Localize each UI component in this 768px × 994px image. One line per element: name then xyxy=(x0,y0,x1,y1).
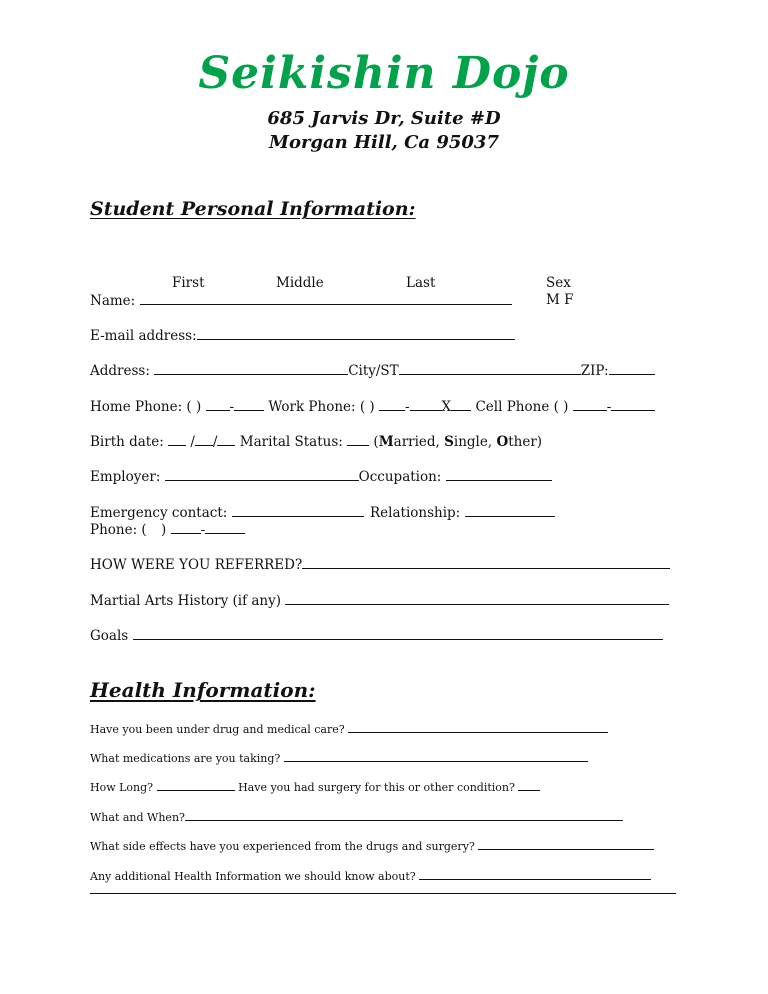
additional-info-field[interactable] xyxy=(419,869,651,880)
address-field[interactable] xyxy=(154,362,348,375)
medications-question: What medications are you taking? xyxy=(90,752,281,765)
work-phone-label: Work Phone: ( ) xyxy=(268,399,375,415)
birth-month-field[interactable] xyxy=(168,433,186,446)
sex-options: M F xyxy=(546,292,574,308)
emergency-phone-row xyxy=(90,521,245,538)
personal-info-heading: Student Personal Information: xyxy=(90,198,416,220)
work-phone-dash: - xyxy=(404,399,410,415)
surgery-field[interactable] xyxy=(518,780,540,791)
email-label: E-mail address: xyxy=(90,328,197,344)
additional-info-line[interactable] xyxy=(90,893,676,894)
marital-options: (Married, Single, Other) xyxy=(373,434,543,450)
how-long-row xyxy=(90,780,540,794)
goals-row xyxy=(90,627,663,644)
drug-care-question: Have you been under drug and medical care? xyxy=(90,723,345,736)
home-phone-prefix-field[interactable] xyxy=(206,398,230,411)
birth-slash-1: / xyxy=(190,434,195,450)
side-effects-field[interactable] xyxy=(478,839,654,850)
goals-label: Goals xyxy=(90,628,129,644)
emergency-phone-label: Phone: ( xyxy=(90,522,147,538)
name-row xyxy=(90,292,512,309)
name-col-last: Last xyxy=(406,275,436,291)
email-row xyxy=(90,327,515,344)
side-effects-row xyxy=(90,839,654,853)
what-when-row xyxy=(90,810,623,824)
extension-field[interactable] xyxy=(451,398,471,411)
goals-field[interactable] xyxy=(133,627,663,640)
what-when-question: What and When? xyxy=(90,811,185,824)
zip-label: ZIP: xyxy=(580,363,609,379)
work-phone-prefix-field[interactable] xyxy=(379,398,405,411)
name-col-middle: Middle xyxy=(276,275,324,291)
health-info-heading: Health Information: xyxy=(90,678,316,702)
cell-phone-suffix-field[interactable] xyxy=(611,398,655,411)
address-label: Address: xyxy=(90,363,150,379)
additional-info-question: Any additional Health Information we should know about? xyxy=(90,870,416,883)
martial-arts-history-field[interactable] xyxy=(285,592,669,605)
additional-info-row xyxy=(90,869,651,883)
name-field[interactable] xyxy=(140,292,512,305)
martial-arts-history-label: Martial Arts History (if any) xyxy=(90,593,282,609)
referred-field[interactable] xyxy=(302,556,670,569)
home-phone-label: Home Phone: ( ) xyxy=(90,399,202,415)
employer-label: Employer: xyxy=(90,469,161,485)
referred-label: HOW WERE YOU REFERRED? xyxy=(90,557,303,573)
surgery-question: Have you had surgery for this or other condition? xyxy=(238,781,515,794)
birth-date-label: Birth date: xyxy=(90,434,164,450)
what-when-field[interactable] xyxy=(185,810,623,821)
medications-row xyxy=(90,751,588,765)
email-field[interactable] xyxy=(197,327,515,340)
occupation-field[interactable] xyxy=(446,468,552,481)
emergency-phone-suffix-field[interactable] xyxy=(205,521,245,534)
emergency-phone-close: ) xyxy=(161,522,167,538)
drug-care-row xyxy=(90,722,608,736)
emergency-phone-prefix-field[interactable] xyxy=(171,521,201,534)
cell-phone-dash: - xyxy=(606,399,612,415)
address-line-1: 685 Jarvis Dr, Suite #D xyxy=(267,108,501,129)
emergency-contact-field[interactable] xyxy=(232,504,364,517)
address-line-2: Morgan Hill, Ca 95037 xyxy=(269,132,499,153)
relationship-row xyxy=(370,504,555,521)
relationship-field[interactable] xyxy=(465,504,555,517)
drug-care-field[interactable] xyxy=(348,722,608,733)
employer-row xyxy=(90,468,552,485)
birth-slash-2: / xyxy=(212,434,218,450)
how-long-field[interactable] xyxy=(157,780,235,791)
address-row xyxy=(90,362,655,379)
dojo-title: Seikishin Dojo xyxy=(198,48,570,99)
employer-field[interactable] xyxy=(165,468,359,481)
city-field[interactable] xyxy=(399,362,581,375)
city-label: City/ST xyxy=(348,363,399,379)
marital-status-field[interactable] xyxy=(347,433,369,446)
relationship-label: Relationship: xyxy=(370,505,461,521)
cell-phone-label: Cell Phone ( ) xyxy=(475,399,569,415)
medications-field[interactable] xyxy=(284,751,588,762)
home-phone-suffix-field[interactable] xyxy=(234,398,264,411)
phone-row xyxy=(90,398,655,415)
martial-arts-row xyxy=(90,592,669,609)
home-phone-dash: - xyxy=(229,399,235,415)
zip-field[interactable] xyxy=(609,362,655,375)
extension-marker: X xyxy=(441,399,452,415)
emergency-phone-dash: - xyxy=(200,522,206,538)
birth-year-field[interactable] xyxy=(217,433,235,446)
name-label: Name: xyxy=(90,293,136,309)
birth-marital-row xyxy=(90,433,542,450)
marital-status-label: Marital Status: xyxy=(239,434,343,450)
emergency-row xyxy=(90,504,364,521)
occupation-label: Occupation: xyxy=(358,469,442,485)
emergency-contact-label: Emergency contact: xyxy=(90,505,228,521)
referred-row xyxy=(90,556,670,573)
side-effects-question: What side effects have you experienced from the drugs and surgery? xyxy=(90,840,475,853)
work-phone-suffix-field[interactable] xyxy=(410,398,442,411)
name-col-first: First xyxy=(172,275,205,291)
sex-label: Sex xyxy=(546,275,571,291)
how-long-question: How Long? xyxy=(90,781,154,794)
cell-phone-prefix-field[interactable] xyxy=(573,398,607,411)
birth-day-field[interactable] xyxy=(195,433,213,446)
